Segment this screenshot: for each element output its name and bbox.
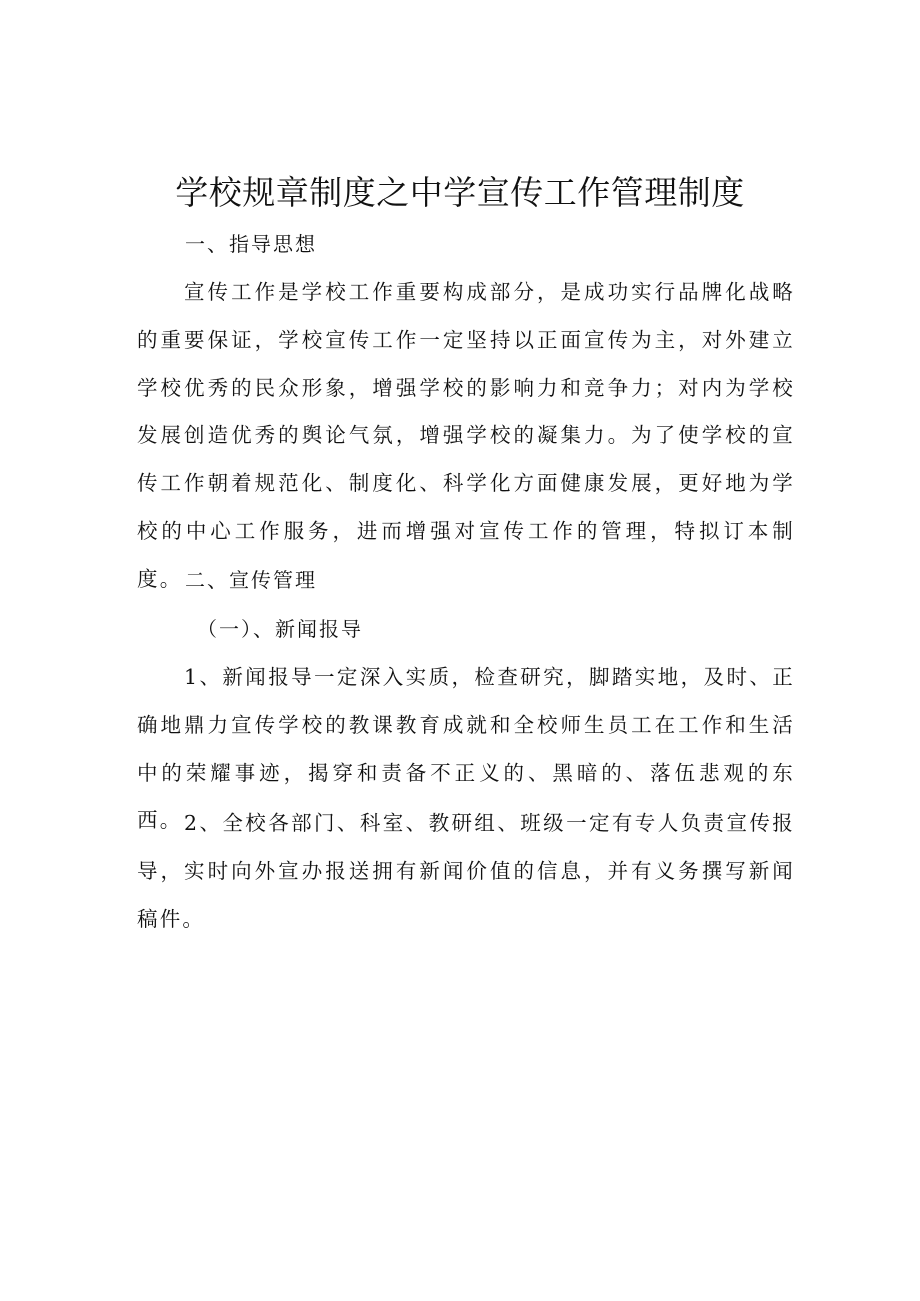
subheading-news-reporting: （一）、新闻报导 [197,617,363,641]
guiding-ideology-paragraph: 宣传工作是学校工作重要构成部分，是成功实行品牌化战略的重要保证，学校宣传工作一定坚持以正面宣传为主，对外建立学校优秀的民众形象，增强学校的影响力和竞争力；对内为学校发展创造优秀的舆论气氛，增强学校的凝集力。为了使学校的宣传工作朝着规范化、制度化、科学化方面健康发展，更好地为学校的中心工作服务，进而增强对宣传工作的管理，特拟订本制度。 [137,280,795,591]
section-heading-publicity-management: 二、宣传管理 [185,568,317,592]
news-reporting-item-1: 1、新闻报导一定深入实质，检查研究，脚踏实地，及时、正确地鼎力宣传学校的教课教育成就和全校师生员工在工作和生活中的荣耀事迹，揭穿和责备不正义的、黑暗的、落伍悲观的东西。 [137,665,795,833]
news-reporting-item-2: 2、全校各部门、科室、教研组、班级一定有专人负责宣传报导，实时向外宣办报送拥有新闻价值的信息，并有义务撰写新闻稿件。 [137,811,795,931]
section-heading-guiding-ideology: 一、指导思想 [185,232,317,256]
document-title: 学校规章制度之中学宣传工作管理制度 [175,173,745,212]
